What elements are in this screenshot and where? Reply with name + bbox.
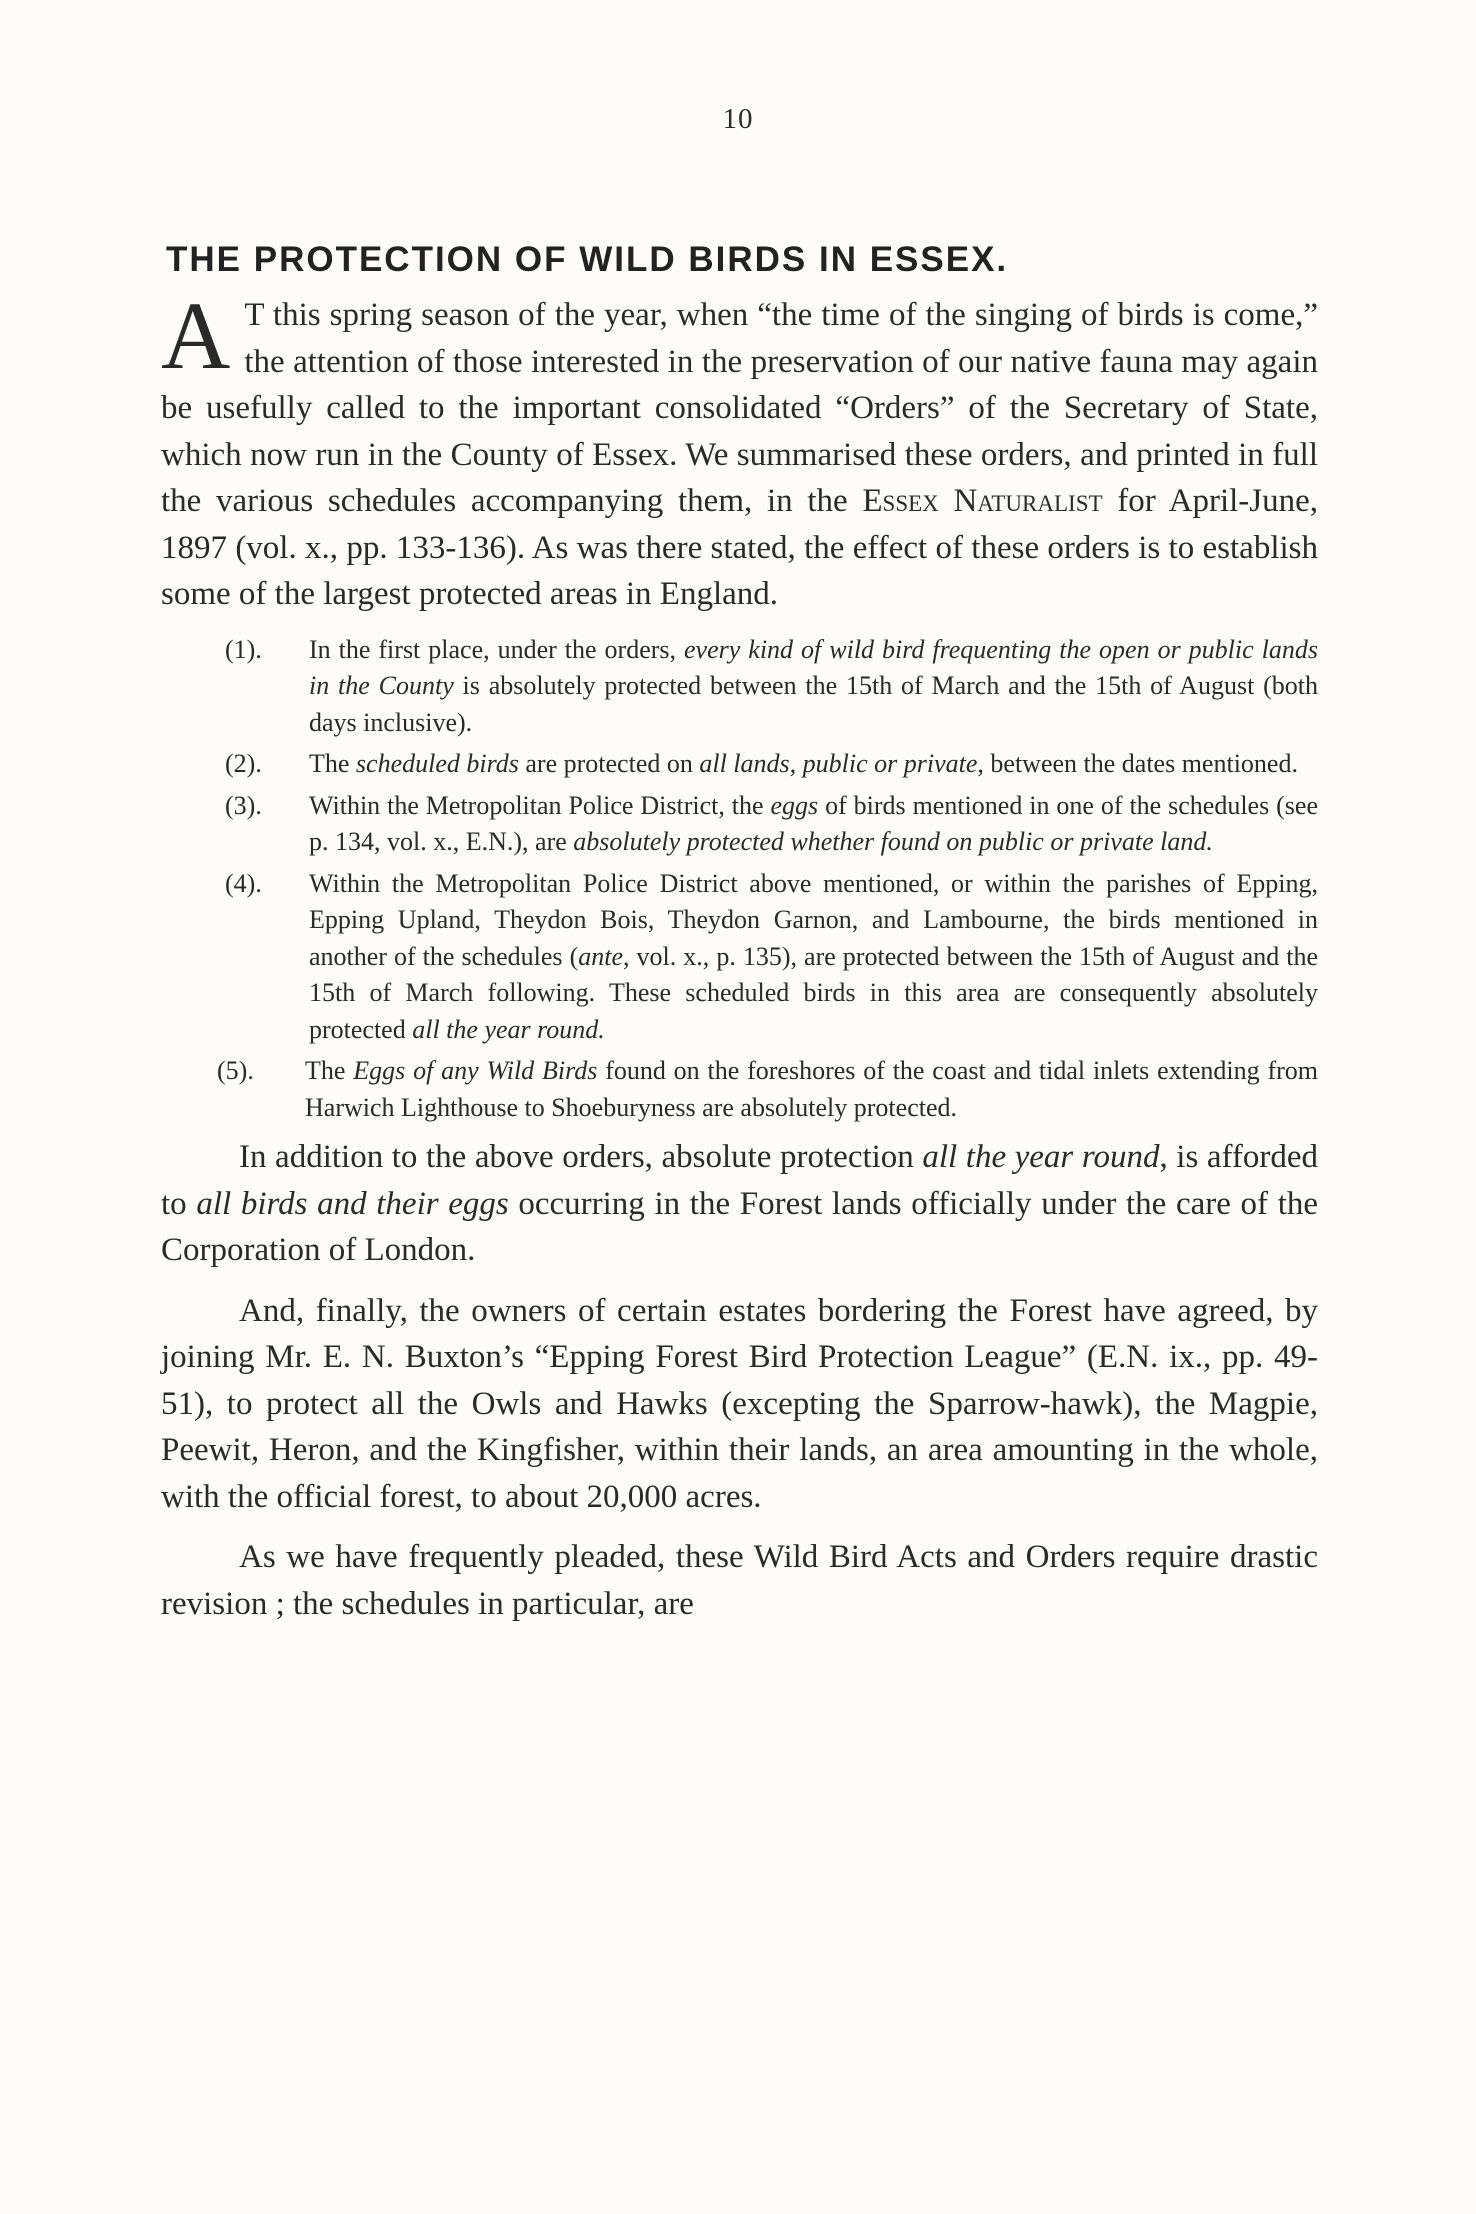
order-number: (5). [217, 1056, 254, 1085]
intro-text-2: for April-June, 1897 (vol. x., pp. 133-136). As was there stated, the effect of these orders is to establish some of the largest protected areas in England. [161, 483, 1319, 612]
orders-list [161, 632, 1318, 1127]
order-text: The scheduled birds are protected on all lands, public or private, between the dates mentioned. [309, 749, 1298, 778]
order-text: The Eggs of any Wild Birds found on the foreshores of the coast and tidal inlets extending from Harwich Lighthouse to Shoeburyness are absolutely protected. [305, 1056, 1318, 1122]
order-item [161, 632, 1318, 742]
order-number: (1). [225, 634, 262, 664]
order-number: (3). [225, 790, 262, 820]
addition-paragraph: In addition to the above orders, absolute protection all the year round, is afforded to all birds and their eggs occurring in the Forest lands officially under the care of the Corporation of London. [161, 1139, 1319, 1268]
journal-name: Essex Naturalist [862, 483, 1103, 519]
drop-cap: A [161, 282, 231, 389]
order-item [161, 866, 1318, 1049]
intro-text-1: T this spring season of the year, when “the time of the singing of birds is come,” the attention of those interested in the preservation of our native fauna may again be usefully called to the important consolidated “Orders” of the Secretary of State, which now run in the County of Essex. We summarised these orders, and printed in full the various schedules accompanying them, in the [161, 297, 1318, 519]
page-number: 10 [722, 103, 754, 135]
finally-paragraph: And, finally, the owners of certain estates bordering the Forest have agreed, by joining Mr. E. N. Buxton’s “Epping Forest Bird Protection League” (E.N. ix., pp. 49-51), to protect all the Owls and Hawks (excepting the Sparrow-hawk), the Magpie, Peewit, Heron, and the Kingfisher, within their lands, an area amounting in the whole, with the official forest, to about 20,000 acres. [161, 1292, 1318, 1515]
revision-paragraph: As we have frequently pleaded, these Wild Bird Acts and Orders require drastic revision ; the schedules in particular, are [161, 1539, 1318, 1622]
article-title: THE PROTECTION OF WILD BIRDS IN ESSEX. [166, 240, 1009, 279]
article [161, 240, 1318, 1627]
order-item [161, 1053, 1318, 1126]
order-item [161, 746, 1318, 783]
intro-paragraph [161, 282, 1319, 618]
order-text: Within the Metropolitan Police District above mentioned, or within the parishes of Epping, Epping Upland, Theydon Bois, Theydon Garnon, and Lambourne, the birds mentioned in another of the schedules (ante, vol. x., p. 135), are protected between the 15th of August and the 15th of March following. These scheduled birds in this area are consequently absolutely protected all the year round. [309, 868, 1318, 1044]
order-number: (2). [225, 749, 262, 778]
order-number: (4). [225, 868, 262, 898]
order-text: In the first place, under the orders, every kind of wild bird frequenting the open or public lands in the County is absolutely protected between the 15th of March and the 15th of August (both days inclusive). [309, 634, 1319, 737]
order-item [161, 788, 1318, 861]
order-text: Within the Metropolitan Police District, the eggs of birds mentioned in one of the schedules (see p. 134, vol. x., E.N.), are absolutely protected whether found on public or private land. [309, 790, 1318, 856]
